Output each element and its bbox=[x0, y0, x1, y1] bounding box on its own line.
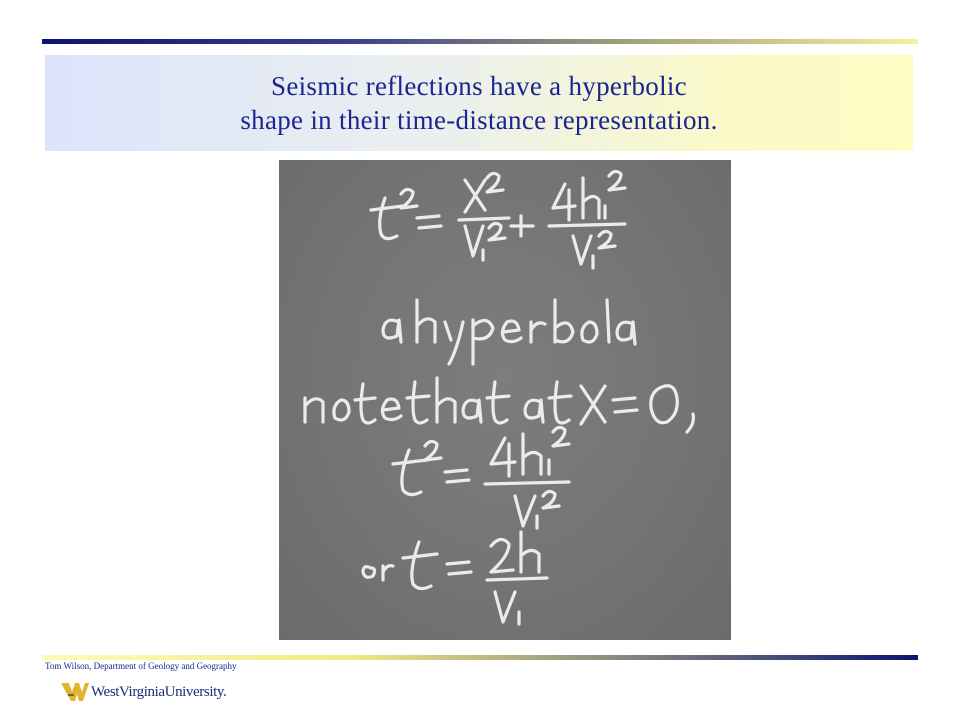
slide-title-line-1: Seismic reflections have a hyperbolic bbox=[271, 71, 687, 101]
slide-title-line-2: shape in their time-distance representation. bbox=[240, 105, 718, 135]
equation-2 bbox=[279, 160, 569, 528]
top-divider-rule bbox=[42, 39, 918, 44]
footer-credit: Tom Wilson, Department of Geology and Geography bbox=[45, 661, 237, 671]
chalkboard-photo bbox=[279, 160, 731, 640]
wvu-wordmark: WestVirginiaUniversity. bbox=[91, 683, 227, 700]
note-line bbox=[279, 160, 693, 432]
equation-1 bbox=[279, 160, 625, 268]
wvu-logo bbox=[60, 679, 226, 705]
flying-wv-icon bbox=[60, 681, 90, 703]
title-banner bbox=[45, 55, 913, 151]
bottom-divider-rule bbox=[42, 655, 918, 660]
